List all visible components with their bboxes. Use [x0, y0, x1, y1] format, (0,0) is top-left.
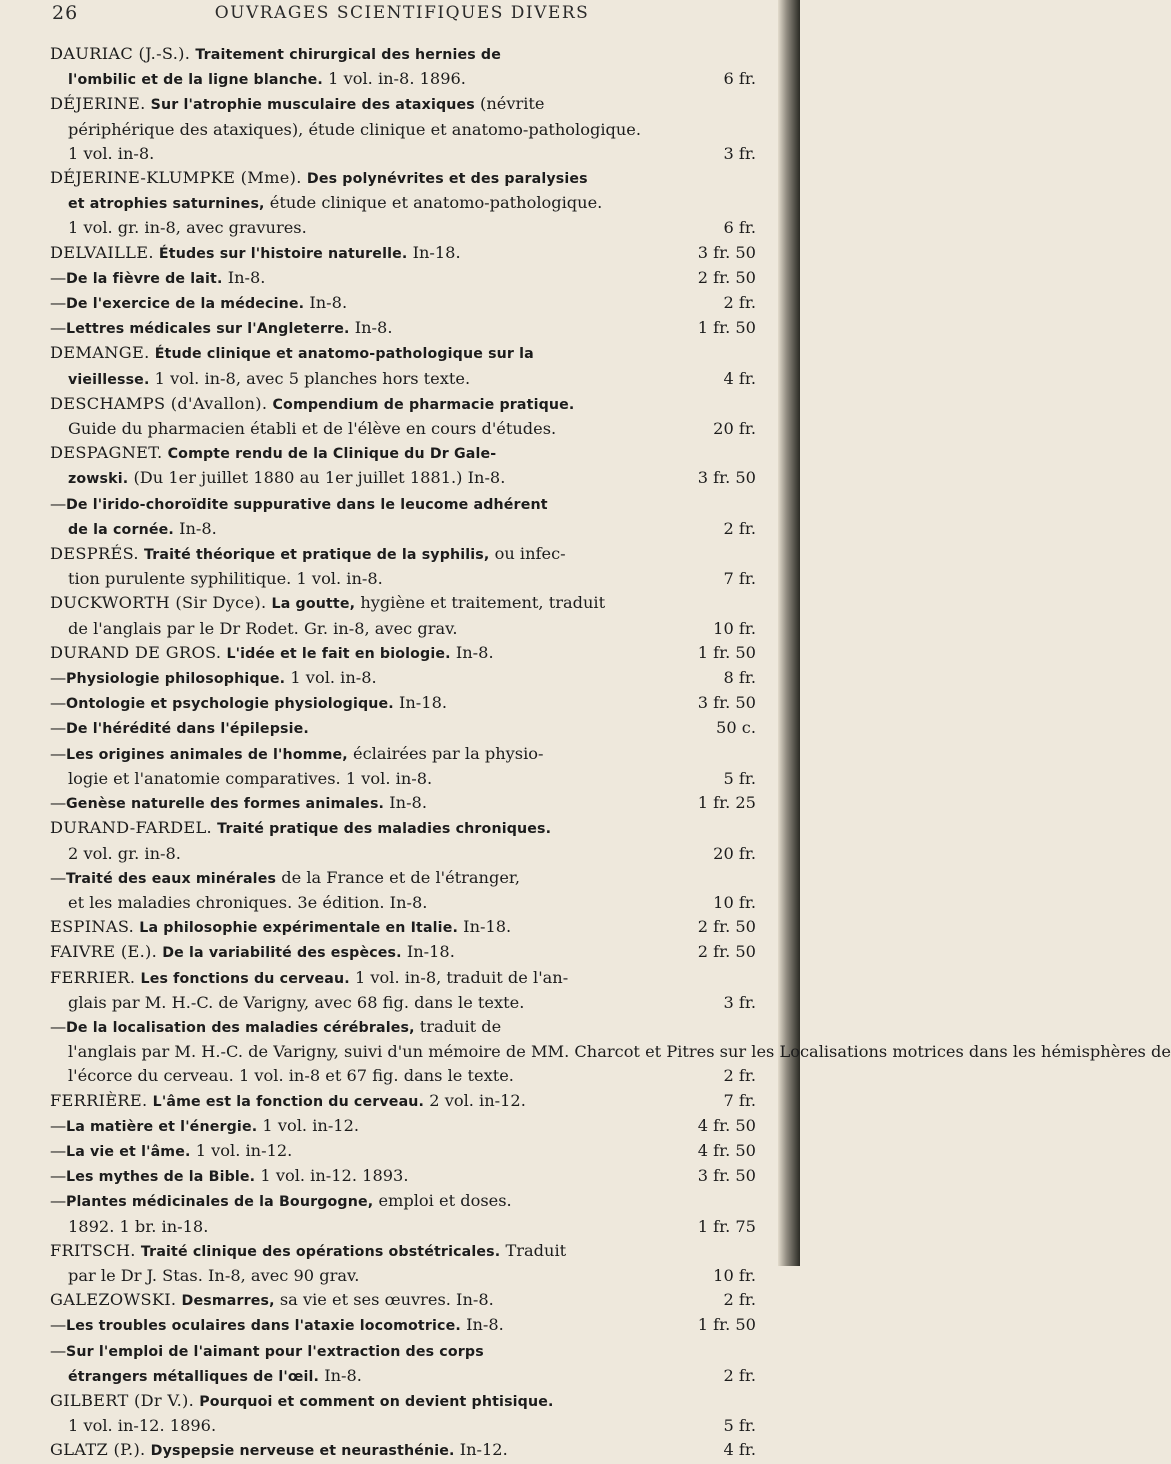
catalogue-entry — [50, 1288, 756, 1313]
entry-details: 1 vol. in-8, avec 5 planches hors texte. — [154, 368, 471, 388]
entry-details: 1 vol. in-12. — [195, 1140, 293, 1160]
entry-price: 5 fr. — [723, 768, 756, 788]
ditto-dash: — — [50, 1340, 67, 1360]
entry-continuation: l'écorce du cerveau. 1 vol. in-8 et 67 fig. dans le texte. — [68, 1066, 514, 1086]
entry-title: Genèse naturelle des formes animales. — [66, 796, 385, 813]
catalogue-entry — [50, 1339, 756, 1389]
entry-title: Sur l'emploi de l'aimant pour l'extraction des corps — [66, 1343, 484, 1360]
entry-price: 7 fr. — [723, 1090, 756, 1110]
catalogue-entry — [50, 940, 756, 965]
entry-title: La philosophie expérimentale en Italie. — [139, 920, 459, 937]
catalogue-entry — [50, 866, 756, 915]
entry-title: L'âme est la fonction du cerveau. — [152, 1093, 425, 1110]
catalogue-entry — [50, 666, 756, 691]
entry-price: 6 fr. — [723, 218, 756, 238]
ditto-dash: — — [50, 1016, 67, 1036]
catalogue-entry — [50, 1313, 756, 1338]
entry-price: 3 fr. 50 — [697, 242, 756, 262]
catalogue-entry — [50, 1189, 756, 1238]
ditto-dash: — — [50, 1191, 67, 1211]
entry-author: DELVAILLE. — [50, 242, 154, 262]
catalogue-entry — [50, 915, 756, 940]
entry-title: Études sur l'histoire naturelle. — [158, 245, 408, 262]
entry-details: In-8. — [179, 518, 217, 538]
catalogue-entry — [50, 816, 756, 865]
entry-title: Les troubles oculaires dans l'ataxie locomotrice. — [66, 1318, 461, 1335]
entry-title: Ontologie et psychologie physiologique. — [66, 696, 394, 713]
entry-title: Compte rendu de la Clinique du Dr Gale- — [167, 446, 497, 463]
entry-price: 5 fr. — [723, 1416, 756, 1436]
entry-continuation: tion purulente syphilitique. 1 vol. in-8. — [68, 569, 383, 589]
entry-title: Les origines animales de l'homme, — [66, 746, 348, 763]
entry-title: Dyspepsie nerveuse et neurasthénie. — [150, 1443, 455, 1460]
catalogue-entry — [50, 441, 756, 491]
entry-details: (Du 1er juillet 1880 au 1er juillet 1881.) In-8. — [133, 468, 506, 488]
catalogue-entry — [50, 742, 756, 791]
catalogue-entry — [50, 316, 756, 341]
ditto-dash: — — [50, 1140, 67, 1160]
entry-continuation: 1 vol. in-12. 1896. — [68, 1416, 217, 1436]
entry-title: Plantes médicinales de la Bourgogne, — [66, 1194, 374, 1211]
entry-price: 2 fr. 50 — [697, 917, 756, 937]
entry-title-cont: vieillesse. — [68, 371, 150, 388]
entry-price: 2 fr. 50 — [697, 942, 756, 962]
entry-price: 2 fr. — [723, 1290, 756, 1310]
entry-continuation: 1 vol. in-8. — [68, 143, 155, 163]
entry-price: 3 fr. — [723, 992, 756, 1012]
catalogue-entry — [50, 241, 756, 266]
entry-title: Traitement chirurgical des hernies de — [195, 47, 501, 63]
entry-title: La vie et l'âme. — [66, 1143, 191, 1160]
entry-title: De l'irido-choroïdite suppurative dans le leucome adhérent — [66, 496, 548, 513]
entry-price: 20 fr. — [713, 419, 756, 439]
entry-price: 8 fr. — [723, 668, 756, 688]
catalogue-entry — [50, 1015, 1171, 1089]
entry-details: 1 vol. in-8. — [290, 668, 377, 688]
entry-title: De l'hérédité dans l'épilepsie. — [66, 721, 309, 738]
catalogue-entry — [50, 791, 756, 816]
entry-author: FERRIER. — [50, 967, 136, 987]
catalogue-entry — [50, 42, 756, 92]
entry-title: De l'exercice de la médecine. — [66, 296, 305, 313]
catalogue-entry — [50, 1389, 756, 1438]
entry-details: 1 vol. in-8, traduit de l'an- — [354, 967, 569, 987]
entry-details: 2 vol. in-12. — [429, 1090, 526, 1110]
ditto-dash: — — [50, 267, 67, 287]
entry-continuation: par le Dr J. Stas. In-8, avec 90 grav. — [68, 1265, 360, 1285]
entry-title: Des polynévrites et des paralysies — [306, 171, 588, 188]
entry-title: La goutte, — [271, 596, 356, 613]
catalogue-entry — [50, 392, 756, 441]
entry-title-cont: l'ombilic et de la ligne blanche. — [68, 72, 323, 89]
catalogue-entry — [50, 1114, 756, 1139]
entry-details: In-8. — [324, 1365, 362, 1385]
ditto-dash: — — [50, 318, 67, 338]
entry-title: De la localisation des maladies cérébrales, — [66, 1019, 415, 1036]
entry-price: 2 fr. — [723, 1365, 756, 1385]
entry-continuation: Guide du pharmacien établi et de l'élève en cours d'études. — [68, 419, 557, 439]
entry-price: 7 fr. — [723, 569, 756, 589]
entry-continuation: de l'anglais par le Dr Rodet. Gr. in-8, avec grav. — [68, 618, 458, 638]
entry-title: Desmarres, — [181, 1293, 275, 1310]
entry-author: FRITSCH. — [50, 1240, 136, 1260]
catalogue-entry — [50, 92, 756, 166]
entry-author: GALEZOWSKI. — [50, 1290, 177, 1310]
entry-author: DÉJERINE-KLUMPKE (Mme). — [50, 168, 302, 188]
catalogue-entry — [50, 542, 756, 591]
entry-price: 1 fr. 50 — [697, 642, 756, 662]
ditto-dash: — — [50, 718, 67, 738]
catalogue-entry — [50, 1139, 756, 1164]
ditto-dash: — — [50, 1166, 67, 1186]
entry-continuation: l'anglais par M. H.-C. de Varigny, suivi d'un mémoire de MM. Charcot et Pitres sur les Localisations motrices dans les hémisphères de — [68, 1042, 1171, 1062]
entry-author: GILBERT (Dr V.). — [50, 1390, 195, 1410]
entry-continuation: logie et l'anatomie comparatives. 1 vol. in-8. — [68, 768, 433, 788]
catalogue-entry — [50, 166, 756, 241]
catalogue-entry — [50, 716, 756, 741]
entry-details: In-12. — [459, 1440, 508, 1460]
entry-title: L'idée et le fait en biologie. — [226, 645, 451, 662]
entry-title: Compendium de pharmacie pratique. — [272, 396, 575, 413]
catalogue-entry — [50, 291, 756, 316]
entry-details: Traduit — [505, 1240, 567, 1260]
entry-author: DESPAGNET. — [50, 443, 163, 463]
catalogue-entry — [50, 591, 756, 640]
catalogue-entry — [50, 1239, 756, 1288]
entry-title: Physiologie philosophique. — [66, 671, 286, 688]
entry-details: 1 vol. in-8. 1896. — [328, 69, 466, 89]
entry-author: DÉJERINE. — [50, 94, 146, 114]
entry-price: 1 fr. 75 — [697, 1216, 756, 1236]
entry-details: étude clinique et anatomo-pathologique. — [269, 193, 603, 213]
entry-title: Les mythes de la Bible. — [66, 1169, 256, 1186]
catalogue-entry — [50, 966, 756, 1015]
entry-author: DURAND DE GROS. — [50, 642, 222, 662]
entry-author: DEMANGE. — [50, 343, 150, 363]
entry-author: DESCHAMPS (d'Avallon). — [50, 393, 268, 413]
page-header — [52, 2, 752, 32]
entry-price: 3 fr. 50 — [697, 693, 756, 713]
entry-details: ou infec- — [494, 544, 566, 564]
entry-details: de la France et de l'étranger, — [281, 867, 521, 887]
catalogue-entry — [50, 266, 756, 291]
entry-continuation: glais par M. H.-C. de Varigny, avec 68 fig. dans le texte. — [68, 992, 525, 1012]
entry-price: 4 fr. 50 — [697, 1140, 756, 1160]
entry-title: De la variabilité des espèces. — [162, 945, 402, 962]
ditto-dash: — — [50, 668, 67, 688]
entry-price: 3 fr. 50 — [697, 468, 756, 488]
catalogue-entries — [50, 42, 1171, 1464]
entry-price: 1 fr. 25 — [697, 793, 756, 813]
entry-details: sa vie et ses œuvres. In-8. — [279, 1290, 494, 1310]
entry-title-cont: étrangers métalliques de l'œil. — [68, 1368, 320, 1385]
entry-title: Traité clinique des opérations obstétricales. — [140, 1243, 501, 1260]
ditto-dash: — — [50, 493, 67, 513]
entry-continuation: et les maladies chroniques. 3e édition. In-8. — [68, 892, 428, 912]
entry-price: 1 fr. 50 — [697, 1315, 756, 1335]
entry-details: 1 vol. in-12. 1893. — [260, 1166, 409, 1186]
entry-author: GLATZ (P.). — [50, 1440, 146, 1460]
entry-author: DURAND-FARDEL. — [50, 818, 213, 838]
entry-details: In-18. — [398, 693, 448, 713]
entry-author: ESPINAS. — [50, 917, 135, 937]
page-edge-shadow — [778, 0, 800, 1266]
entry-price: 4 fr. 50 — [697, 1115, 756, 1135]
catalogue-entry — [50, 1089, 756, 1114]
catalogue-entry — [50, 641, 756, 666]
catalogue-entry — [50, 341, 756, 391]
entry-author: DUCKWORTH (Sir Dyce). — [50, 593, 267, 613]
entry-details: (névrite — [480, 94, 545, 114]
entry-details: 1 vol. in-12. — [262, 1115, 360, 1135]
entry-details: In-8. — [354, 318, 393, 338]
entry-price: 1 fr. 50 — [697, 318, 756, 338]
entry-details: In-18. — [412, 242, 461, 262]
entry-title: Lettres médicales sur l'Angleterre. — [66, 321, 350, 338]
entry-details: In-8. — [309, 293, 348, 313]
entry-continuation: périphérique des ataxiques), étude clinique et anatomo-pathologique. — [68, 119, 642, 139]
ditto-dash: — — [50, 793, 67, 813]
catalogue-entry — [50, 1438, 756, 1463]
entry-details: In-18. — [406, 942, 455, 962]
entry-details: éclairées par la physio- — [353, 743, 544, 763]
entry-title-cont: et atrophies saturnines, — [68, 196, 265, 213]
entry-continuation: 1 vol. gr. in-8, avec gravures. — [68, 218, 307, 238]
entry-continuation: 1892. 1 br. in-18. — [68, 1216, 209, 1236]
running-title: OUVRAGES SCIENTIFIQUES DIVERS — [214, 3, 590, 23]
entry-price: 20 fr. — [713, 843, 756, 863]
entry-author: DESPRÉS. — [50, 544, 139, 564]
entry-title: Sur l'atrophie musculaire des ataxiques — [150, 97, 475, 114]
entry-details: In-8. — [389, 793, 427, 813]
entry-details: traduit de — [419, 1016, 502, 1036]
entry-title: Pourquoi et comment on devient phtisique. — [199, 1393, 554, 1410]
entry-price: 4 fr. — [723, 368, 756, 388]
entry-details: hygiène et traitement, traduit — [360, 593, 606, 613]
entry-title: Étude clinique et anatomo-pathologique sur la — [154, 346, 534, 363]
entry-details: In-8. — [455, 642, 494, 662]
entry-title-cont: de la cornée. — [68, 521, 174, 538]
entry-title: Les fonctions du cerveau. — [140, 970, 350, 987]
catalogue-entry — [50, 1164, 756, 1189]
entry-details: emploi et doses. — [378, 1191, 512, 1211]
entry-title: Traité théorique et pratique de la syphilis, — [144, 547, 490, 564]
entry-price: 6 fr. — [723, 69, 756, 89]
ditto-dash: — — [50, 867, 67, 887]
entry-price: 2 fr. — [723, 518, 756, 538]
entry-price: 3 fr. — [723, 143, 756, 163]
entry-price: 4 fr. — [723, 1440, 756, 1460]
ditto-dash: — — [50, 1315, 67, 1335]
page-number: 26 — [52, 2, 79, 24]
ditto-dash: — — [50, 693, 67, 713]
entry-title: Traité pratique des maladies chroniques. — [217, 821, 552, 838]
entry-price: 3 fr. 50 — [697, 1166, 756, 1186]
entry-price: 10 fr. — [713, 892, 756, 912]
entry-price: 2 fr. — [723, 1066, 756, 1086]
entry-price: 10 fr. — [713, 618, 756, 638]
entry-title-cont: zowski. — [68, 471, 129, 488]
entry-details: In-8. — [466, 1315, 504, 1335]
entry-details: In-8. — [227, 267, 266, 287]
ditto-dash: — — [50, 293, 67, 313]
catalogue-entry — [50, 492, 756, 542]
entry-price: 2 fr. 50 — [697, 267, 756, 287]
entry-author: FERRIÈRE. — [50, 1090, 148, 1110]
catalogue-entry — [50, 691, 756, 716]
entry-price: 50 c. — [716, 718, 756, 738]
entry-continuation: 2 vol. gr. in-8. — [68, 843, 181, 863]
entry-author: DAURIAC (J.-S.). — [50, 44, 191, 63]
entry-price: 10 fr. — [713, 1265, 756, 1285]
entry-title: La matière et l'énergie. — [66, 1118, 258, 1135]
ditto-dash: — — [50, 743, 67, 763]
entry-details: In-18. — [463, 917, 512, 937]
entry-author: FAIVRE (E.). — [50, 942, 158, 962]
entry-title: Traité des eaux minérales — [66, 870, 277, 887]
entry-price: 2 fr. — [723, 293, 756, 313]
entry-title: De la fièvre de lait. — [66, 270, 223, 287]
ditto-dash: — — [50, 1115, 67, 1135]
